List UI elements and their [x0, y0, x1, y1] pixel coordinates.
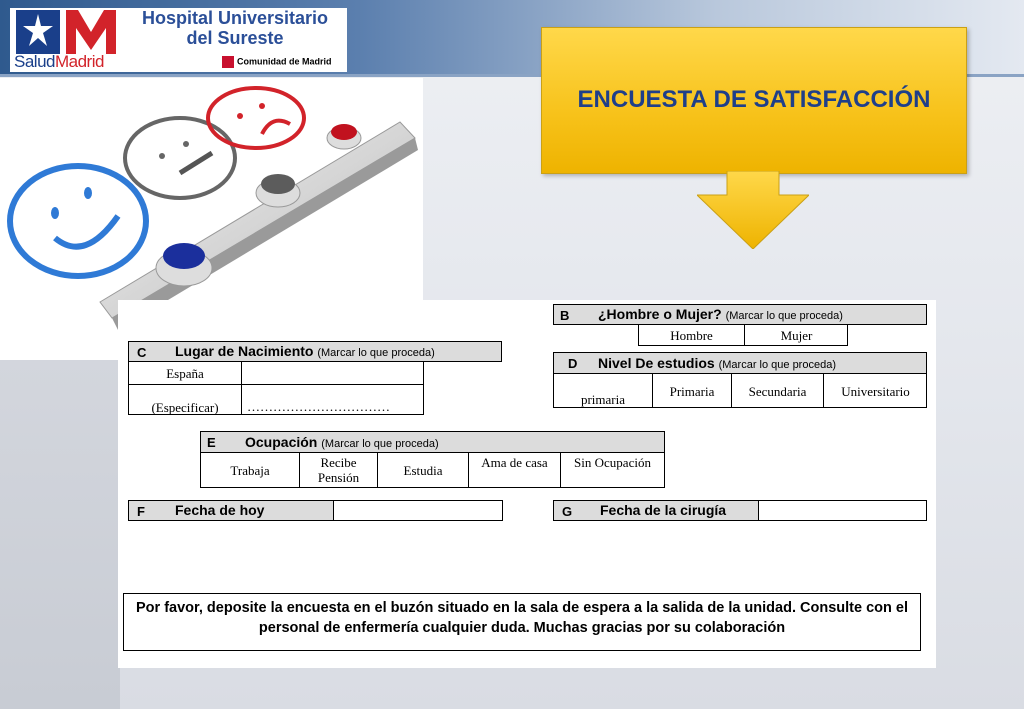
section-d-title-text: Nivel De estudios: [598, 355, 715, 371]
section-d-header: [553, 352, 927, 374]
section-c-title-text: Lugar de Nacimiento: [175, 343, 314, 359]
brand-right: Madrid: [54, 52, 104, 71]
option-universitario[interactable]: Universitario: [841, 384, 910, 399]
section-c-hint: (Marcar lo que proceda): [317, 347, 435, 359]
option-hombre[interactable]: Hombre: [670, 328, 713, 343]
surgery-date-field[interactable]: [758, 500, 927, 521]
option-primaria[interactable]: Primaria: [669, 384, 715, 399]
gray-button-icon: [256, 174, 300, 207]
hospital-logo: [10, 8, 347, 72]
option-trabaja[interactable]: Trabaja: [230, 463, 270, 478]
sad-face-icon: [208, 88, 304, 148]
specify-field[interactable]: ……………………………: [247, 399, 390, 414]
section-f-header: [128, 500, 334, 521]
hospital-name-line1: Hospital Universitario: [141, 8, 329, 28]
down-arrow-icon: [697, 171, 809, 249]
salud-madrid-wordmark: [14, 52, 104, 72]
section-f-title: Fecha de hoy: [175, 502, 265, 518]
deposit-instructions: Por favor, deposite la encuesta en el buzón situado en la sala de espera a la salida de la unidad. Consulte con el personal de enfermería cualquier duda. Muchas gracias por su colaboración: [123, 593, 921, 651]
section-b-header: [553, 304, 927, 325]
option-mujer[interactable]: Mujer: [780, 328, 813, 343]
survey-title-callout: [541, 27, 967, 174]
section-g-title: Fecha de la cirugía: [600, 502, 727, 518]
divider: [129, 384, 423, 385]
section-f-letter: F: [137, 504, 145, 519]
hospital-name-line2: del Sureste: [186, 28, 284, 48]
today-date-field[interactable]: [333, 500, 503, 521]
section-d-letter: D: [568, 356, 578, 371]
section-b-title-text: ¿Hombre o Mujer?: [598, 306, 722, 322]
salud-madrid-logo-icon: [16, 10, 120, 54]
section-c-letter: C: [137, 345, 147, 360]
section-e-title-text: Ocupación: [245, 434, 318, 450]
occupation-options: [200, 452, 665, 488]
section-d-title: [598, 355, 836, 371]
option-estudia[interactable]: Estudia: [403, 463, 443, 478]
section-d-hint: (Marcar lo que proceda): [718, 359, 836, 371]
section-e-hint: (Marcar lo que proceda): [321, 438, 439, 450]
section-e-header: [200, 431, 665, 453]
option-espana[interactable]: España: [166, 366, 204, 381]
section-b-hint: (Marcar lo que proceda): [725, 310, 843, 322]
gender-options: [638, 324, 848, 346]
section-b-letter: B: [560, 308, 570, 323]
survey-title: ENCUESTA DE SATISFACCIÓN: [577, 86, 931, 113]
option-especificar[interactable]: (Especificar): [151, 400, 219, 415]
birthplace-options: [128, 361, 424, 415]
section-g-letter: G: [562, 504, 573, 519]
section-e-letter: E: [207, 435, 216, 450]
section-e-title: [245, 434, 439, 450]
section-b-title: [598, 306, 843, 322]
option-sin-ocupacion[interactable]: Sin Ocupación: [574, 455, 651, 470]
survey-form: [118, 300, 936, 668]
option-recibe-pension[interactable]: Recibe Pensión: [317, 455, 360, 485]
divider: [241, 362, 242, 414]
option-secundaria[interactable]: Secundaria: [748, 384, 807, 399]
section-c-title: [175, 343, 435, 359]
neutral-face-icon: [125, 118, 235, 198]
option-ama-de-casa[interactable]: Ama de casa: [481, 455, 548, 470]
education-options: [553, 373, 927, 408]
section-c-header: [128, 341, 502, 362]
section-g-header: [553, 500, 759, 521]
community-flag-icon: [222, 56, 234, 68]
option-primaria-incompleta[interactable]: primaria: [580, 392, 626, 407]
hospital-name: [130, 8, 340, 48]
community-label: [222, 56, 332, 68]
brand-left: Salud: [14, 52, 55, 71]
background-decoration: [0, 360, 120, 709]
happy-face-icon: [10, 166, 146, 276]
red-button-icon: [327, 124, 361, 149]
community-text: Comunidad de Madrid: [237, 56, 332, 67]
